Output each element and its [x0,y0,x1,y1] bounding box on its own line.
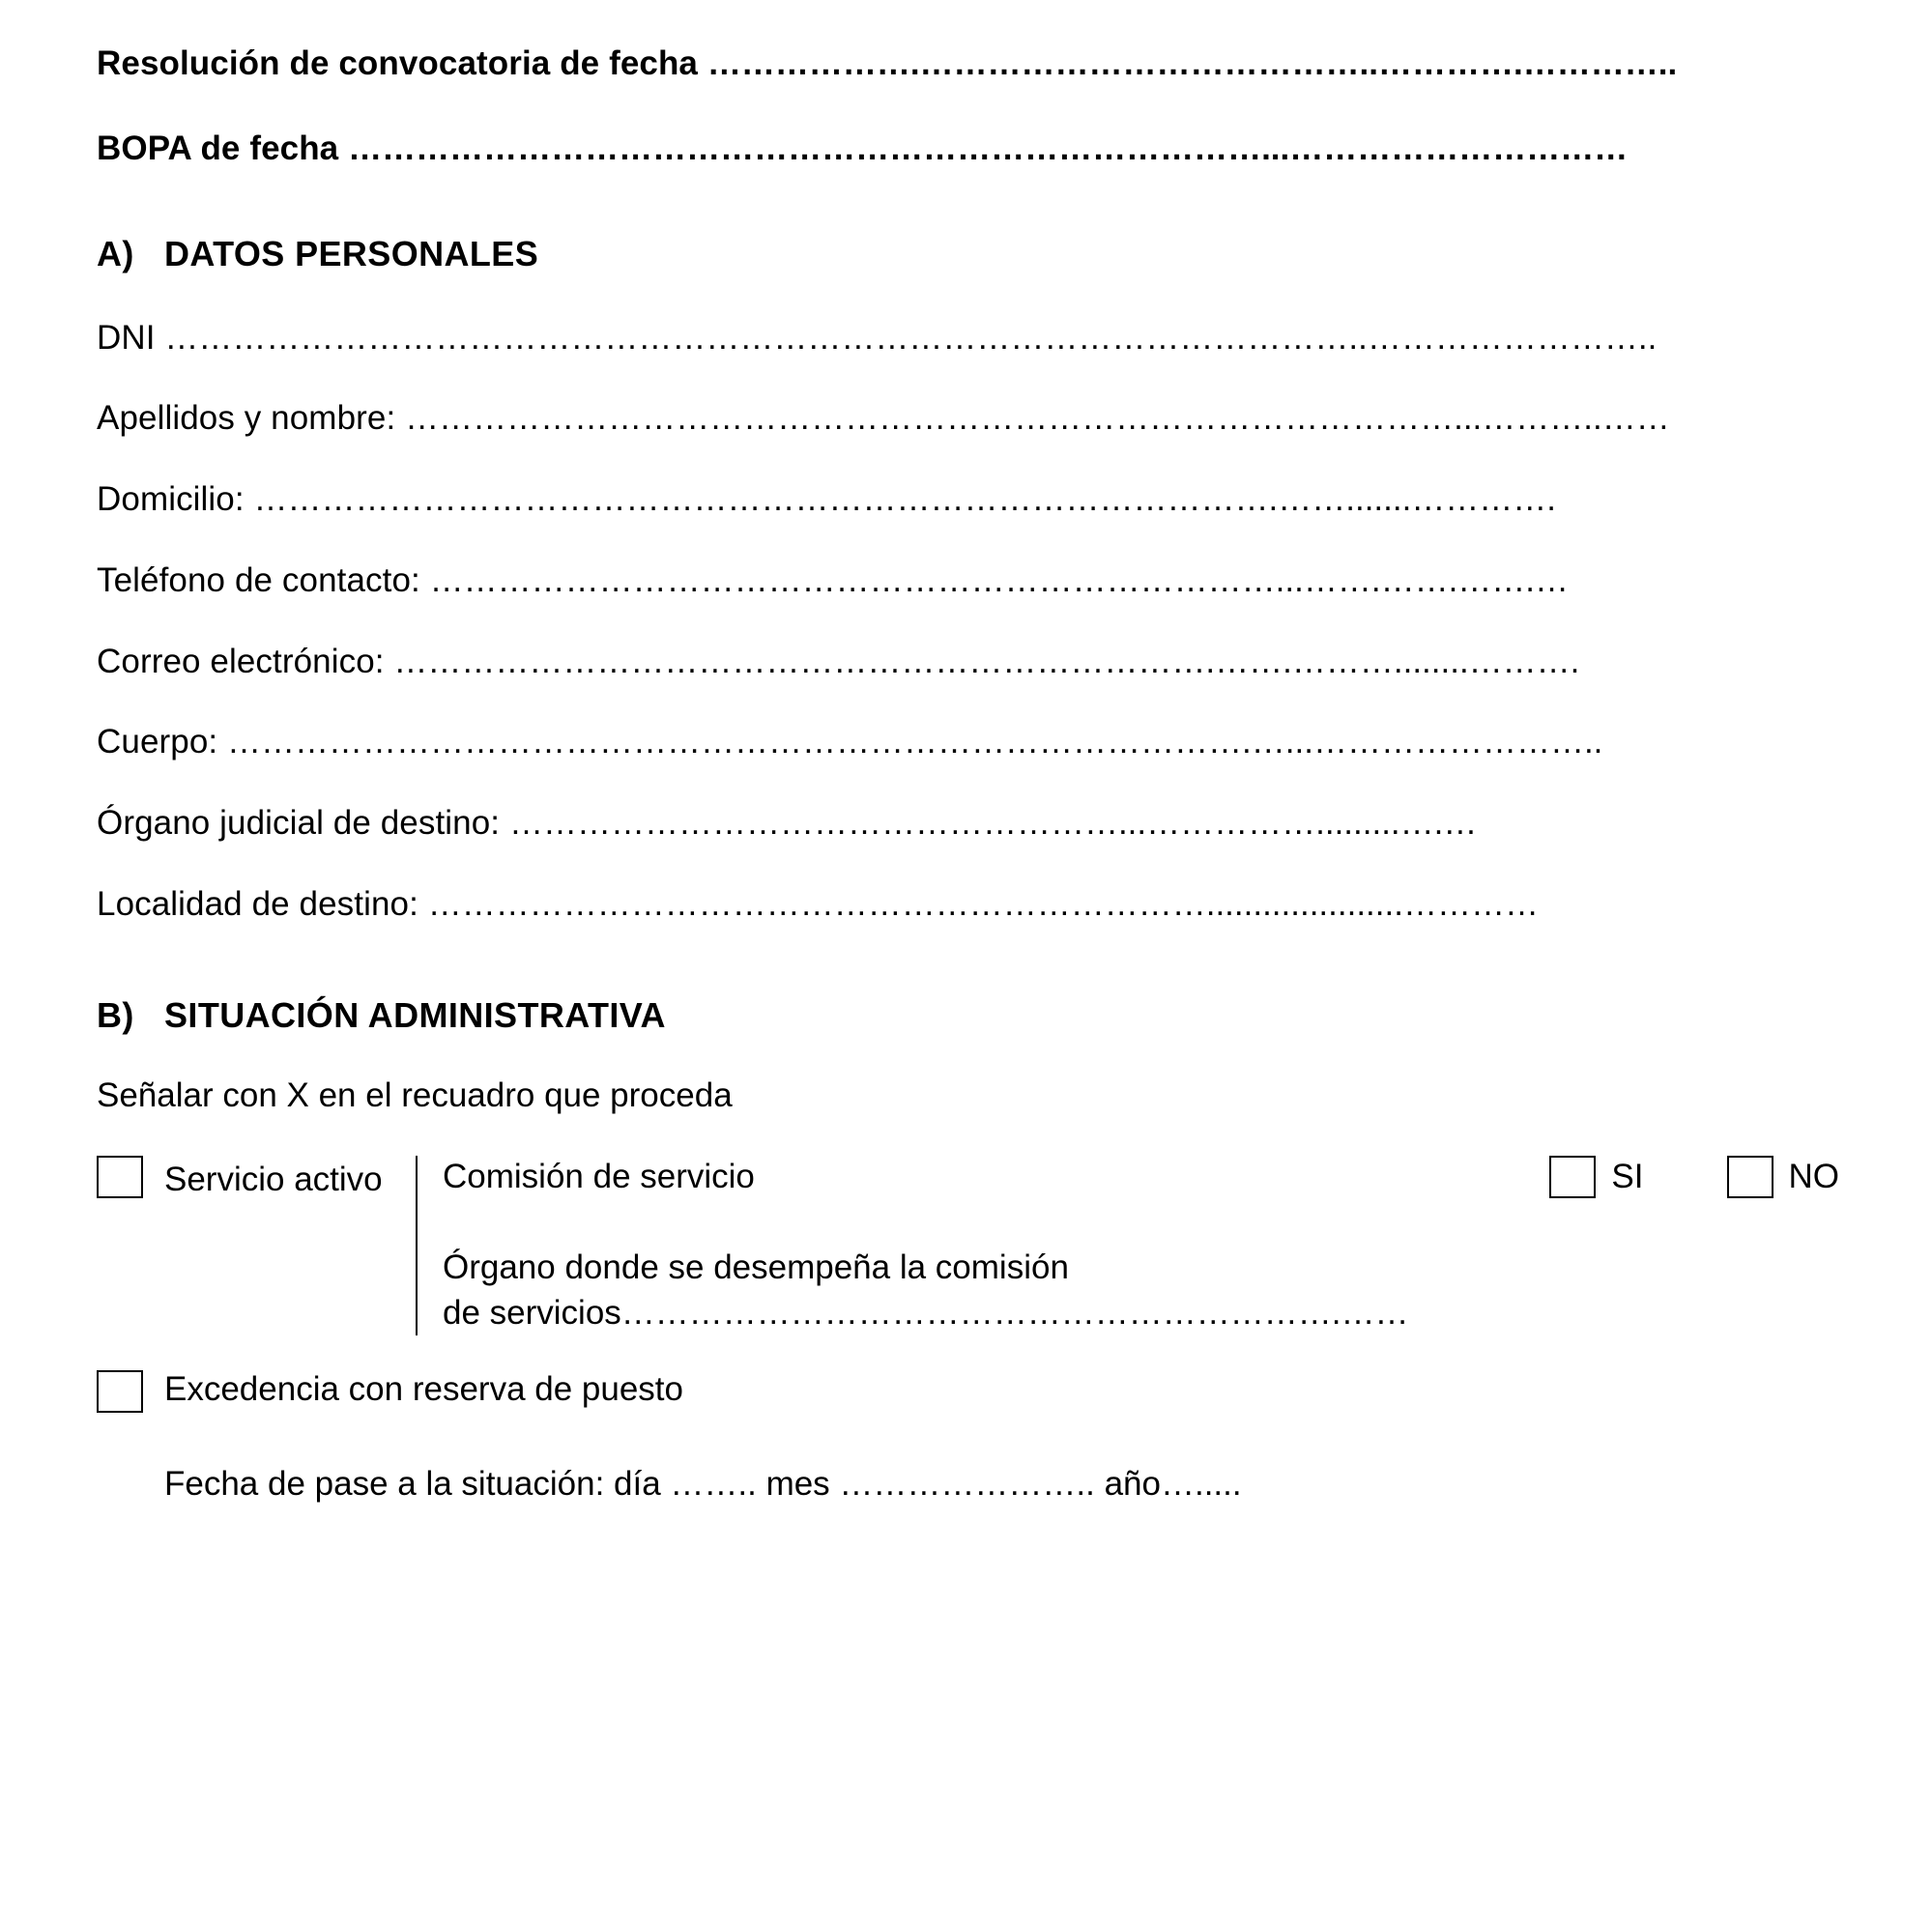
field-correo [97,641,1839,683]
servicio-activo-cell [97,1156,416,1199]
comision-si-label: SI [1611,1157,1644,1195]
field-localidad-destino-input[interactable]: …………………………………………………………….....................………… [427,884,1539,923]
comision-no-option[interactable] [1727,1156,1840,1198]
resolucion-dotted-field[interactable]: ……………….…………………………………..………….………….. [706,44,1678,82]
resolucion-label: Resolución de convocatoria de fecha [97,44,707,82]
field-correo-label: Correo electrónico: [97,642,394,680]
resolucion-convocatoria-line [97,43,1839,85]
checkbox-comision-no[interactable] [1727,1156,1773,1198]
section-a-heading [97,234,1839,274]
field-domicilio-input[interactable]: ……………………………………………………………………………….…….......…………. [253,480,1557,518]
comision-servicio-label: Comisión de servicio [443,1157,755,1195]
field-localidad-destino-label: Localidad de destino: [97,884,428,923]
field-domicilio-label: Domicilio: [97,480,254,518]
field-dni-input[interactable]: ……………………………………………………………………………………………..…………………….. [164,318,1658,357]
field-telefono [97,559,1839,602]
organo-comision-line2-label: de servicios [443,1293,621,1332]
field-cuerpo-input[interactable]: ……………………………………………………………………………….…...…………………….. [227,723,1603,761]
checkbox-excedencia-reserva-puesto[interactable] [97,1370,143,1413]
field-organo-judicial [97,802,1839,845]
servicio-activo-label: Servicio activo [164,1160,383,1198]
field-telefono-input[interactable]: …………………………………………………………………...…….…….…….… [429,560,1570,599]
fecha-pase-situacion-line[interactable]: Fecha de pase a la situación: día …….. mes ………………….. año…..... [164,1465,1242,1503]
organo-comision-line1: Órgano donde se desempeña la comisión [443,1248,1069,1286]
section-a-letter: A) [97,233,134,273]
field-correo-input[interactable]: ……………………………………………………………….…….………........………. [393,642,1580,680]
situacion-administrativa-block [97,1156,1839,1505]
excedencia-label: Excedencia con reserva de puesto [164,1370,683,1408]
section-b-title: SITUACIÓN ADMINISTRATIVA [164,994,666,1035]
section-b-instruction: Señalar con X en el recuadro que proceda [97,1076,733,1114]
section-a-title: DATOS PERSONALES [164,233,539,273]
organo-comision-block [443,1245,1839,1336]
field-dni-label: DNI [97,318,165,357]
organo-comision-input[interactable]: ……………………………………………………….…… [620,1293,1409,1332]
comision-servicio-cell [418,1156,1839,1336]
situacion-row-primary [97,1156,1839,1336]
comision-no-label: NO [1788,1157,1839,1195]
field-telefono-label: Teléfono de contacto: [97,560,430,599]
field-localidad-destino [97,883,1839,926]
checkbox-servicio-activo[interactable] [97,1156,143,1198]
bopa-fecha-line [97,128,1839,170]
organo-comision-line2 [443,1290,1839,1335]
field-domicilio [97,478,1839,521]
field-cuerpo-label: Cuerpo: [97,723,228,761]
field-apellidos-nombre-label: Apellidos y nombre: [97,399,406,438]
bopa-label: BOPA de fecha [97,129,349,167]
field-cuerpo [97,721,1839,763]
checkbox-comision-si[interactable] [1549,1156,1596,1198]
field-apellidos-nombre [97,397,1839,440]
field-dni [97,317,1839,359]
bopa-dotted-field[interactable]: ………………………………………………………………………...………………………… [348,129,1629,167]
field-organo-judicial-label: Órgano judicial de destino: [97,804,509,842]
comision-servicio-row [443,1156,1839,1198]
field-organo-judicial-input[interactable]: ………………………………………………...…………….........….… [508,804,1478,842]
field-apellidos-nombre-input[interactable]: …………………………………………………………………………………...………..…… [405,399,1670,438]
excedencia-row [97,1370,1839,1413]
section-b-letter: B) [97,994,134,1035]
comision-si-option[interactable] [1549,1156,1726,1198]
section-b-heading [97,995,1839,1036]
